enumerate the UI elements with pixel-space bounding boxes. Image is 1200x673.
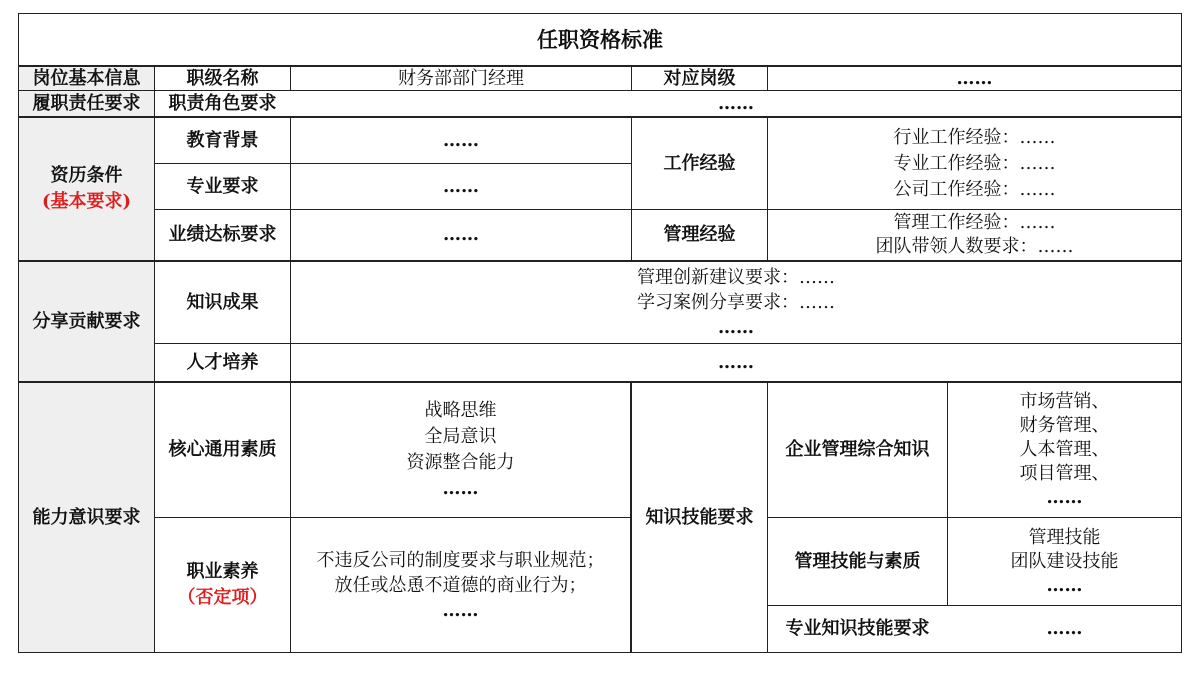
pro-skill-value: ……	[1046, 618, 1083, 639]
qualification-section-note: (基本要求)	[41, 191, 132, 212]
talent-value: ……	[718, 351, 754, 373]
major-value: ……	[443, 175, 479, 197]
mgmt-skill-ellipsis: ……	[1046, 574, 1083, 596]
prof-value	[291, 518, 630, 652]
enterprise-line-3: 人本管理、	[1019, 439, 1110, 460]
enterprise-line-1: 市场营销、	[1019, 391, 1110, 412]
sharing-section: 分享贡献要求	[32, 310, 141, 332]
prof-note: （否定项）	[177, 587, 268, 608]
table-title: 任职资格标准	[537, 26, 663, 52]
level-name-value: 财务部部门经理	[398, 67, 524, 89]
prof-label: 职业素养	[186, 561, 259, 582]
knowledge-skill-section: 知识技能要求	[645, 506, 754, 528]
basic-info-section: 岗位基本信息	[32, 67, 141, 89]
enterprise-label: 企业管理综合知识	[785, 439, 930, 460]
prof-line-2: 放任或怂恿不道德的商业行为；	[334, 574, 587, 596]
enterprise-value	[948, 383, 1181, 517]
level-name-label: 职级名称	[186, 67, 259, 89]
education-value: ……	[443, 129, 479, 151]
pro-skill-label: 专业知识技能要求	[785, 618, 930, 639]
core-label: 核心通用素质	[168, 439, 277, 460]
mgmt-exp-value	[768, 210, 1181, 260]
professional-exp-line: 专业工作经验：……	[893, 152, 1056, 174]
talent-label: 人才培养	[186, 351, 259, 373]
case-sharing-line: 学习案例分享要求：……	[637, 292, 835, 313]
core-value	[291, 383, 630, 517]
mgmt-work-exp-line: 管理工作经验：……	[893, 212, 1056, 233]
education-label: 教育背景	[186, 129, 259, 151]
prof-ellipsis: ……	[442, 599, 479, 621]
ability-section: 能力意识要求	[32, 506, 141, 528]
work-exp-label: 工作经验	[663, 152, 736, 174]
core-line-3: 资源整合能力	[406, 452, 515, 473]
enterprise-ellipsis: ……	[1046, 487, 1083, 508]
post-level-label: 对应岗级	[663, 67, 736, 89]
innovation-line: 管理创新建议要求：……	[637, 267, 835, 288]
qualification-section-label: 资历条件	[50, 165, 123, 186]
prof-line-1: 不违反公司的制度要求与职业规范；	[316, 549, 605, 571]
knowledge-value	[291, 262, 1181, 343]
qualification-standard-table	[18, 13, 1182, 653]
core-ellipsis: ……	[442, 478, 479, 499]
post-level-value: ……	[956, 67, 993, 89]
mgmt-skill-label: 管理技能与素质	[794, 550, 921, 572]
performance-value: ……	[443, 224, 479, 245]
mgmt-skill-line-2: 团队建设技能	[1010, 550, 1119, 572]
company-exp-line: 公司工作经验：……	[893, 178, 1056, 200]
core-line-1: 战略思维	[424, 400, 497, 421]
mgmt-skill-line-1: 管理技能	[1028, 526, 1101, 548]
enterprise-line-2: 财务管理、	[1019, 415, 1110, 436]
work-exp-value	[768, 118, 1181, 209]
major-label: 专业要求	[186, 175, 259, 197]
enterprise-line-4: 项目管理、	[1019, 463, 1110, 484]
qualification-section	[19, 118, 154, 260]
team-size-line: 团队带领人数要求：……	[875, 236, 1074, 257]
knowledge-ellipsis: ……	[718, 317, 754, 338]
mgmt-skill-value	[948, 518, 1181, 605]
industry-exp-line: 行业工作经验：……	[893, 126, 1056, 148]
duty-section: 履职责任要求	[32, 92, 141, 114]
core-line-2: 全局意识	[424, 426, 497, 447]
role-value: ……	[718, 92, 754, 114]
prof-label-cell	[155, 518, 290, 652]
knowledge-label: 知识成果	[186, 291, 259, 313]
role-label: 职责角色要求	[168, 92, 277, 114]
mgmt-exp-label: 管理经验	[663, 224, 736, 245]
performance-label: 业绩达标要求	[168, 224, 277, 245]
